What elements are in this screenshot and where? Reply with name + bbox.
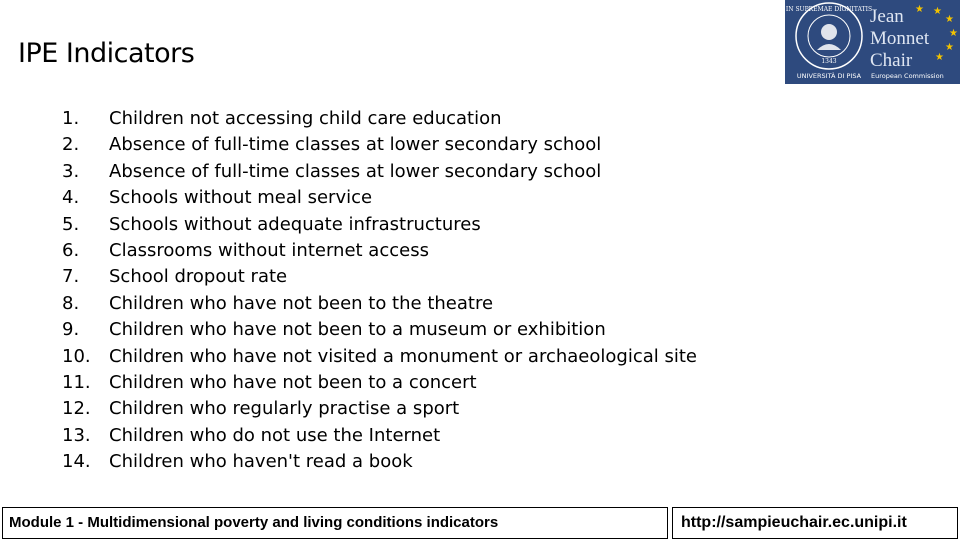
list-item	[62, 449, 697, 475]
item-number: 3.	[62, 160, 80, 182]
item-text: Absence of full-time classes at lower secondary school	[109, 134, 602, 156]
list-item	[62, 396, 697, 422]
svg-text:★: ★	[933, 6, 942, 17]
list-item	[62, 185, 697, 211]
svg-text:★: ★	[915, 4, 924, 15]
item-number: 13.	[62, 424, 91, 446]
seal-bust-icon	[817, 44, 841, 50]
list-item	[62, 106, 697, 132]
svg-text:★: ★	[945, 14, 954, 25]
university-name: UNIVERSITÀ DI PISA	[796, 72, 862, 80]
item-text: Children who have not been to the theatre	[109, 292, 494, 314]
item-text: Children who do not use the Internet	[109, 424, 441, 446]
commission-label: European Commission	[871, 72, 944, 80]
item-number: 4.	[62, 187, 80, 209]
list-item	[62, 317, 697, 343]
item-text: Children who have not been to a museum or exhibition	[109, 319, 606, 341]
list-item	[62, 212, 697, 238]
item-text: Children who have not visited a monument or archaeological site	[109, 345, 697, 367]
list-item	[62, 238, 697, 264]
list-item	[62, 344, 697, 370]
item-number: 2.	[62, 134, 80, 156]
item-text: Children who haven't read a book	[109, 451, 413, 473]
seal-head-icon	[821, 24, 837, 40]
item-text: Classrooms without internet access	[109, 239, 429, 261]
item-number: 11.	[62, 371, 91, 393]
svg-text:★: ★	[949, 28, 958, 39]
item-text: School dropout rate	[109, 266, 288, 288]
item-text: Schools without adequate infrastructures	[109, 213, 481, 235]
item-number: 9.	[62, 319, 80, 341]
item-number: 12.	[62, 398, 91, 420]
slide-title: IPE Indicators	[18, 38, 195, 69]
footer-url-link[interactable]: http://sampieuchair.ec.unipi.it	[672, 507, 958, 539]
list-item	[62, 423, 697, 449]
jean-monnet-chair-logo	[785, 0, 960, 84]
item-text: Children who have not been to a concert	[109, 371, 477, 393]
item-number: 5.	[62, 213, 80, 235]
list-item	[62, 159, 697, 185]
logo-graphic	[785, 0, 960, 84]
item-number: 10.	[62, 345, 91, 367]
indicator-list	[62, 106, 697, 475]
footer-module-label: Module 1 - Multidimensional poverty and living conditions indicators	[2, 507, 668, 539]
item-text: Absence of full-time classes at lower secondary school	[109, 160, 602, 182]
seal-circle-text: IN SUPREMAE DIGNITATIS	[785, 6, 873, 13]
list-item	[62, 132, 697, 158]
item-text: Schools without meal service	[109, 187, 373, 209]
chair-line-3: Chair	[870, 50, 913, 71]
list-item	[62, 370, 697, 396]
chair-line-1: Jean	[870, 6, 904, 27]
list-item	[62, 291, 697, 317]
item-number: 14.	[62, 451, 91, 473]
item-number: 6.	[62, 239, 80, 261]
item-number: 7.	[62, 266, 80, 288]
svg-text:★: ★	[935, 52, 944, 63]
chair-line-2: Monnet	[870, 28, 930, 49]
seal-year: 1343	[821, 58, 837, 65]
list-item	[62, 264, 697, 290]
item-number: 8.	[62, 292, 80, 314]
item-text: Children who regularly practise a sport	[109, 398, 460, 420]
svg-text:★: ★	[945, 42, 954, 53]
item-number: 1.	[62, 108, 80, 129]
item-text: Children not accessing child care education	[109, 108, 502, 129]
